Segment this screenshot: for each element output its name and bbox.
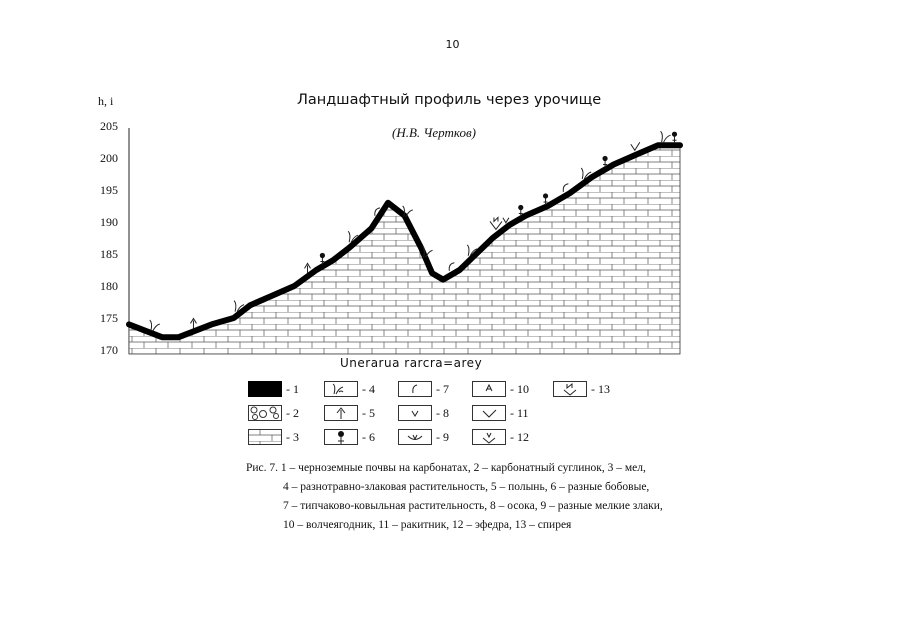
wolfberry-icon (472, 381, 506, 397)
y-tick: 205 (100, 119, 118, 133)
legend-item-2 (248, 405, 299, 421)
legume-plant-head-icon (543, 193, 548, 198)
forb-plant-icon (661, 131, 671, 142)
legend-label: - 7 (436, 381, 449, 396)
legend-item-11 (472, 405, 529, 421)
sedge-icon (398, 405, 432, 421)
caption-line-2: 4 – разнотравно-злаковая растительность, 5 – полынь, 6 – разные бобовые, (283, 481, 650, 493)
wormwood-icon (324, 405, 358, 421)
carbonate-loam-swatch (248, 405, 282, 421)
legend-item-10 (472, 381, 529, 397)
legume-plant-head-icon (320, 253, 325, 258)
legend-label: - 8 (436, 405, 449, 420)
y-tick: 185 (100, 247, 118, 261)
page-number: 10 (445, 38, 460, 51)
y-tick: 195 (100, 183, 118, 197)
legume-plant-head-icon (602, 156, 607, 161)
spiraea-plant-icon (490, 217, 502, 229)
broom-icon (472, 405, 506, 421)
figure-title: Ландшафтный профиль через урочище (297, 92, 602, 108)
legend-item-8 (398, 405, 449, 421)
legend-item-3 (248, 429, 299, 445)
legume-icon (324, 429, 358, 445)
y-tick: 180 (100, 279, 118, 293)
legend-label: - 5 (362, 405, 375, 420)
forb-grass-icon (324, 381, 358, 397)
legend-item-1 (248, 381, 299, 397)
legend-caption: Unerarua rarcra=arey (340, 356, 483, 370)
legend-label: - 10 (510, 381, 529, 396)
legend-item-6 (324, 429, 375, 445)
sedge-plant-icon (503, 218, 509, 223)
legend-item-4 (324, 381, 375, 397)
legend-label: - 9 (436, 429, 449, 444)
forb-plant-icon (150, 320, 160, 331)
caption-line-4: 10 – волчеягодник, 11 – ракитник, 12 – эфедра, 13 – спирея (283, 519, 572, 531)
small-grasses-icon (398, 429, 432, 445)
legend-label: - 4 (362, 381, 375, 396)
caption-line-3: 7 – типчаково-ковыльная растительность, 8 – осока, 9 – разные мелкие злаки, (283, 500, 663, 512)
broom-plant-icon (631, 142, 640, 150)
legend-label: - 13 (591, 381, 610, 396)
legend-label: - 11 (510, 405, 529, 420)
chalk-swatch (248, 429, 282, 445)
legend-item-7 (398, 381, 449, 397)
worm-plant-icon (190, 318, 196, 328)
legend-item-13 (553, 381, 610, 397)
ephedra-icon (472, 429, 506, 445)
spiraea-icon (553, 381, 587, 397)
caption-line-1: Рис. 7. 1 – черноземные почвы на карбонатах, 2 – карбонатный суглинок, 3 – мел, (246, 462, 646, 474)
y-tick: 170 (100, 343, 118, 357)
y-tick: 190 (100, 215, 118, 229)
legend-label: - 2 (286, 405, 299, 420)
feather-grass-icon (398, 381, 432, 397)
legume-plant-icon (672, 136, 676, 143)
legend-label: - 6 (362, 429, 375, 444)
feather-plant-icon (449, 263, 454, 271)
legend-label: - 12 (510, 429, 529, 444)
y-tick: 200 (100, 151, 118, 165)
forb-plant-icon (403, 206, 413, 217)
legume-plant-head-icon (518, 205, 523, 210)
legend-item-12 (472, 429, 529, 445)
figure-author: (Н.В. Чертков) (392, 125, 476, 140)
legume-plant-head-icon (672, 132, 677, 137)
legend-label: - 3 (286, 429, 299, 444)
feather-plant-icon (563, 184, 568, 192)
chernozem-soil-swatch (248, 381, 282, 397)
y-axis-label: h, i (98, 94, 114, 108)
y-tick: 175 (100, 311, 118, 325)
legend-item-5 (324, 405, 375, 421)
legend-label: - 1 (286, 381, 299, 396)
legend-item-9 (398, 429, 449, 445)
